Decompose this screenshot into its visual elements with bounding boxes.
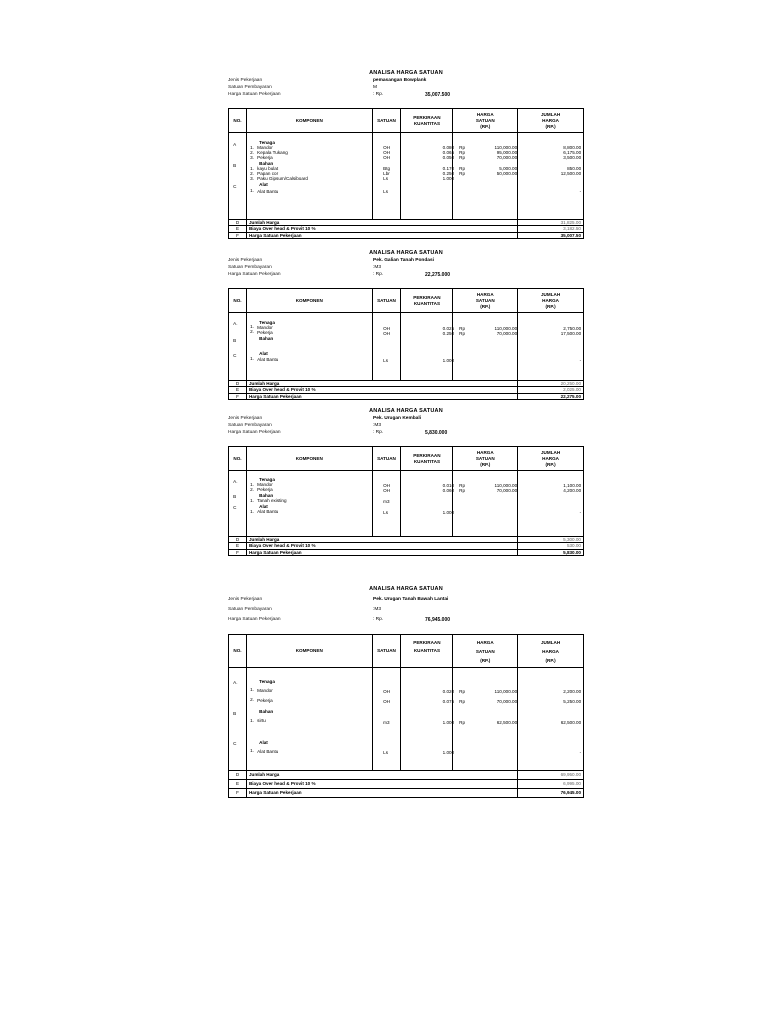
col-komponen: KOMPONEN: [246, 635, 372, 668]
satuan-value: M: [373, 85, 377, 90]
satuan-row: [228, 607, 584, 614]
col-komponen: KOMPONEN: [246, 447, 372, 471]
table-header: [229, 289, 584, 313]
analysis-table-2: [228, 288, 584, 400]
col-harga: HARGA SATUAN (RP.): [453, 109, 518, 133]
summary-row-f: F Harga Satuan Pekerjaan 22,275.00: [229, 393, 584, 399]
summary-row-d: D Jumlah Harga 5,300.00: [229, 537, 584, 543]
analysis-table-1: [228, 108, 584, 239]
jenis-value: pemasangan Bowplank: [373, 78, 427, 83]
rp-prefix: : Rp.: [373, 430, 384, 435]
summary-row-e: E Biaya Over head & Provit 10 % 6,995.00: [229, 780, 584, 789]
sheet-title: ANALISA HARGA SATUAN: [369, 70, 443, 76]
satuan-value: :M3: [373, 423, 381, 428]
table-body: A. Tenaga 1. Mandor OH 0.025 Rp 110,000.00 2,750.00 2. Pekerja OH 0.250 Rp 70,000.00 17,500.00 B Bahan C Alat 1. Alat Bantu Ls 1.000 -: [229, 313, 584, 381]
jenis-row: [228, 416, 584, 423]
analysis-sheet-4: [228, 586, 584, 798]
col-komponen: KOMPONEN: [246, 289, 372, 313]
col-harga: HARGA SATUAN (RP.): [453, 635, 518, 668]
harga-row: [228, 617, 584, 624]
jenis-label: Jenis Pekerjaan: [228, 597, 263, 602]
col-perkiraan: PERKIRAAN KUANTITAS: [401, 109, 453, 133]
harga-label: Harga Satuan Pekerjaan: [228, 430, 281, 435]
rp-prefix: : Rp.: [373, 92, 384, 97]
jenis-value: Pek. Galian Tanah Pondasi: [373, 258, 434, 263]
summary-row-f: F Harga Satuan Pekerjaan 76,945.00: [229, 789, 584, 798]
table-body: A. Tenaga 1. Mandor OH 0.020 Rp 110,000.00 2,200.00 2. Pekerja OH 0.075 Rp 70,000.00 5,250.00 B Bahan 1. sirtu m3 1.000 Rp 62,500.00 62,500.00 C Alat 1. Alat Bantu Ls 1.000 -: [229, 668, 584, 771]
jenis-value: Pek. Urugan Kembali: [373, 416, 421, 421]
table-body: A. Tenaga 1. Mandor OH 0.010 Rp 110,000.00 1,100.00 2. Pekerja OH 0.060 Rp 70,000.00 4,200.00 B Bahan 1. Tanah existing m3 C Alat 1. Alat Bantu Ls 1.000 -: [229, 471, 584, 537]
harga-value: 22,275.000: [425, 272, 451, 278]
sheet-title: ANALISA HARGA SATUAN: [369, 586, 443, 592]
satuan-value: :M3: [373, 607, 381, 612]
col-komponen: KOMPONEN: [246, 109, 372, 133]
jenis-value: Pek. Urugan Tanah Bawah Lantai: [373, 597, 449, 602]
col-satuan: SATUAN: [372, 289, 401, 313]
col-satuan: SATUAN: [372, 447, 401, 471]
summary-row-d: D Jumlah Harga 20,250.00: [229, 381, 584, 387]
harga-value: 76,945.000: [425, 617, 451, 623]
harga-label: Harga Satuan Pekerjaan: [228, 617, 281, 622]
table-header: [229, 447, 584, 471]
summary-row-e: E Biaya Over head & Provit 10 % 530.00: [229, 543, 584, 549]
harga-value: 35,007.500: [425, 92, 451, 98]
rp-prefix: : Rp.: [373, 272, 384, 277]
col-harga: HARGA SATUAN (RP.): [453, 447, 518, 471]
harga-row: [228, 272, 584, 279]
rp-prefix: : Rp.: [373, 617, 384, 622]
jenis-row: [228, 258, 584, 265]
harga-row: [228, 430, 584, 437]
col-perkiraan: PERKIRAAN KUANTITAS: [401, 289, 453, 313]
satuan-row: [228, 423, 584, 430]
col-jumlah: JUMLAH HARGA (RP.): [518, 109, 584, 133]
col-satuan: SATUAN: [372, 635, 401, 668]
jenis-label: Jenis Pekerjaan: [228, 258, 263, 263]
jenis-label: Jenis Pekerjaan: [228, 78, 263, 83]
jenis-row: [228, 78, 584, 85]
table-body: A Tenaga 1. Mandor OH 0.080 Rp 110,000.00 8,800.00 2. Kepala Tukang OH 0.065 Rp 95,000.00 6,175.00 3. Pekerja OH 0.050 Rp 70,000.00 3,500.00 B Bahan 1. kayu bulat Btg 0.170 Rp 5,000.00 850.00 2. Papan cor Lbr 0.250 Rp 50,000.00 12,500.00 3. Paku Gipsum/Calsiboard Ls 1.000 C Alat 1. Alat Bantu Ls -: [229, 133, 584, 220]
summary-row-f: F Harga Satuan Pekerjaan 5,830.00: [229, 549, 584, 555]
summary-row-e: E Biaya Over head & Provit 10 % 3,182.50: [229, 226, 584, 232]
harga-label: Harga Satuan Pekerjaan: [228, 92, 281, 97]
satuan-label: Satuan Pembayaran: [228, 265, 272, 270]
table-header: [229, 109, 584, 133]
col-perkiraan: PERKIRAAN KUANTITAS: [401, 447, 453, 471]
harga-label: Harga Satuan Pekerjaan: [228, 272, 281, 277]
analysis-sheet-1: [228, 70, 584, 245]
satuan-value: :M3: [373, 265, 381, 270]
satuan-label: Satuan Pembayaran: [228, 423, 272, 428]
col-harga: HARGA SATUAN (RP.): [453, 289, 518, 313]
jenis-label: Jenis Pekerjaan: [228, 416, 263, 421]
col-perkiraan: PERKIRAAN KUANTITAS: [401, 635, 453, 668]
col-jumlah: JUMLAH HARGA (RP.): [518, 635, 584, 668]
sheet-title: ANALISA HARGA SATUAN: [369, 408, 443, 414]
table-header: [229, 635, 584, 668]
satuan-row: [228, 85, 584, 92]
col-no: NO.: [229, 289, 247, 313]
col-no: NO.: [229, 635, 247, 668]
summary-row-f: F Harga Satuan Pekerjaan 35,007.50: [229, 232, 584, 238]
col-no: NO.: [229, 109, 247, 133]
analysis-sheet-2: [228, 250, 584, 402]
col-no: NO.: [229, 447, 247, 471]
summary-row-d: D Jumlah Harga 31,825.00: [229, 220, 584, 226]
satuan-label: Satuan Pembayaran: [228, 85, 272, 90]
summary-row-e: E Biaya Over head & Provit 10 % 2,025.00: [229, 387, 584, 393]
col-jumlah: JUMLAH HARGA (RP.): [518, 447, 584, 471]
harga-value: 5,830.000: [425, 430, 448, 436]
summary-row-d: D Jumlah Harga 69,950.00: [229, 771, 584, 780]
analysis-table-3: [228, 446, 584, 556]
jenis-row: [228, 597, 584, 604]
col-satuan: SATUAN: [372, 109, 401, 133]
sheet-title: ANALISA HARGA SATUAN: [369, 250, 443, 256]
satuan-label: Satuan Pembayaran: [228, 607, 272, 612]
col-jumlah: JUMLAH HARGA (RP.): [518, 289, 584, 313]
satuan-row: [228, 265, 584, 272]
analysis-sheet-3: [228, 408, 584, 566]
harga-row: [228, 92, 584, 99]
analysis-table-4: [228, 634, 584, 798]
